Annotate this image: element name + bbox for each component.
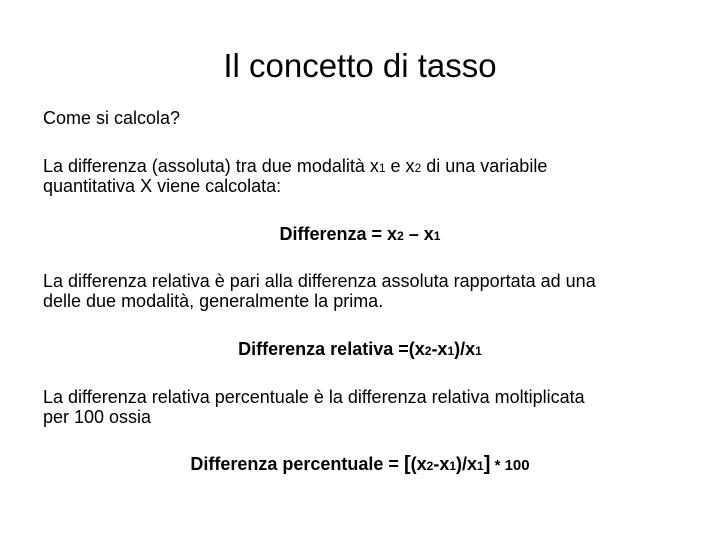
formula3-close-bracket: ] xyxy=(483,453,491,475)
formula1-middle: – x xyxy=(403,224,434,244)
formula2-sub-c: 1 xyxy=(475,344,482,358)
para2-line2: delle due modalità, generalmente la prima. xyxy=(43,291,384,311)
formula3-middle: -x xyxy=(433,454,450,474)
para3-line2: per 100 ossia xyxy=(43,407,152,427)
formula3-tail: * 100 xyxy=(490,457,530,474)
question-text: Come si calcola? xyxy=(43,108,181,128)
formula1-sub-a: 2 xyxy=(397,229,404,243)
subscript-1: 1 xyxy=(378,161,386,175)
formula2-sub-a: 2 xyxy=(424,344,432,358)
paragraph-percentage-difference xyxy=(43,387,693,427)
formula2-middle: -x xyxy=(431,339,448,359)
para1-text-c: di una variabile xyxy=(421,156,548,176)
para2-line1: La differenza relativa è pari alla differenza assoluta rapportata ad una xyxy=(43,271,596,291)
formula2-close: )/x xyxy=(454,339,476,359)
paragraph-relative-difference xyxy=(43,271,693,311)
formula2-sub-b: 1 xyxy=(447,344,455,358)
formula1-sub-b: 1 xyxy=(433,229,441,243)
subscript-2: 2 xyxy=(414,161,422,175)
formula2-label: Differenza relativa =(x xyxy=(238,339,425,359)
formula3-close: )/x xyxy=(456,454,478,474)
para3-line1: La differenza relativa percentuale è la differenza relativa moltiplicata xyxy=(43,387,585,407)
formula3-sub-b: 1 xyxy=(449,459,457,473)
formula3-open-bracket: [ xyxy=(403,453,411,475)
formula3-open-paren: (x xyxy=(410,454,427,474)
formula3-sub-c: 1 xyxy=(477,459,484,473)
formula3-sub-a: 2 xyxy=(426,459,434,473)
formula1-label: Differenza = x xyxy=(279,224,398,244)
formula-percentage xyxy=(0,453,720,477)
para1-line2: quantitativa X viene calcolata: xyxy=(43,176,282,196)
formula3-label: Differenza percentuale = xyxy=(190,454,404,474)
formula-difference xyxy=(0,223,720,245)
paragraph-absolute-difference xyxy=(43,156,693,196)
para1-text-b: e x xyxy=(385,156,415,176)
para1-text-a: La differenza (assoluta) tra due modalità x xyxy=(43,156,379,176)
formula-relative xyxy=(0,338,720,360)
slide-title: Il concetto di tasso xyxy=(223,47,497,84)
